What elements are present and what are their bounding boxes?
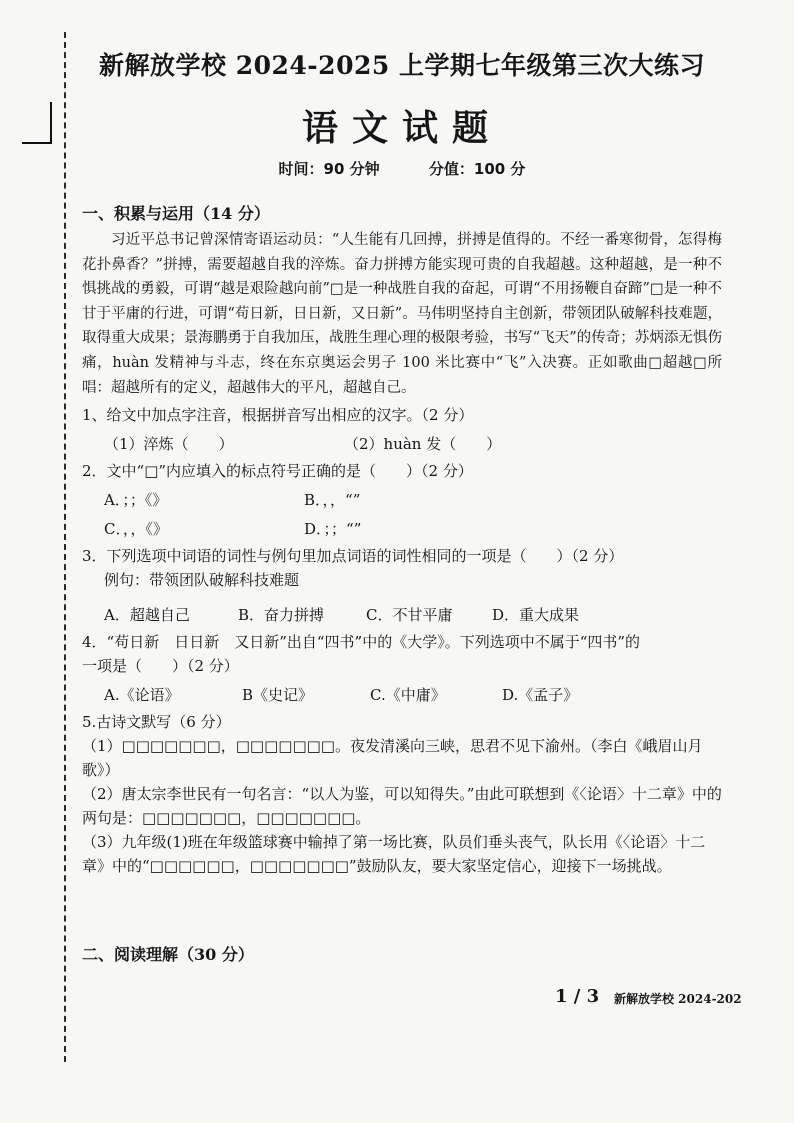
question-3-stem: 3．下列选项中词语的词性与例句里加点词语的词性相同的一项是（ ）（2 分）	[82, 547, 624, 566]
question-3	[82, 544, 722, 627]
question-1	[82, 403, 722, 456]
question-2-option-b: B．，，“”	[304, 491, 361, 510]
question-1-stem: 1、给文中加点字注音，根据拼音写出相应的汉字。（2 分）	[82, 406, 474, 425]
question-5-part-2: （2）唐太宗李世民有一句名言：“以人为鉴，可以知得失。”由此可联想到《〈论语〉十二章》中的两句是：□□□□□□□，□□□□□□□。	[82, 785, 722, 828]
binding-corner-mark-h	[22, 142, 52, 144]
question-2-option-a: A．；；《》	[104, 491, 168, 510]
reading-passage: 习近平总书记曾深情寄语运动员：“人生能有几回搏，拼搏是值得的。不经一番寒彻骨，怎得梅花扑鼻香？”拼搏，需要超越自我的淬炼。奋力拼搏方能实现可贵的自我超越。这种超越，是一种不惧挑战的勇毅，可谓“越是艰险越向前”□是一种战胜自我的奋起，可谓“不用扬鞭自奋蹄”□是一种不甘于平庸的行进，可谓“苟日新，日日新，又日新”。马伟明坚持自主创新，带领团队破解科技难题，取得重大成果；景海鹏勇于自我加压，战胜生理心理的极限考验，书写“飞天”的传奇；苏炳添无惧伤痛，huàn 发精神与斗志，终在东京奥运会男子 100 米比赛中“飞”入决赛。正如歌曲□超越□所唱：超越所有的定义，超越伟大的平凡，超越自己。	[82, 232, 722, 396]
question-4-stem-line1: 4．“苟日新 日日新 又日新”出自“四书”中的《大学》。下列选项中不属于“四书”的	[82, 633, 641, 652]
question-2-stem: 2．文中“□”内应填入的标点符号正确的是（ ）（2 分）	[82, 462, 473, 481]
question-3-options	[82, 603, 722, 627]
question-4	[82, 630, 722, 707]
question-4-option-d: D.《孟子》	[502, 686, 579, 705]
exam-score: 分值：100 分	[428, 160, 526, 178]
footer-school: 新解放学校 2024-202	[614, 992, 742, 1006]
question-4-option-a: A.《论语》	[104, 686, 180, 705]
question-1-part-a: （1）淬炼（ ）	[104, 435, 234, 454]
page-number: 1 / 3	[555, 986, 600, 1007]
section-1-heading: 一、积累与运用（14 分）	[82, 204, 270, 223]
question-4-option-c: C.《中庸》	[370, 686, 446, 705]
binding-line	[64, 32, 66, 1062]
subject-title: 语文试题	[301, 107, 502, 149]
question-1-part-b: （2）huàn 发（ ）	[344, 435, 502, 454]
question-3-option-d: D．重大成果	[492, 606, 580, 625]
question-4-option-b: B《史记》	[242, 686, 314, 705]
school-title: 新解放学校 2024-2025 上学期七年级第三次大练习	[99, 51, 705, 80]
question-3-option-c: C．不甘平庸	[366, 606, 453, 625]
question-2-option-d: D．；；“”	[304, 520, 362, 539]
question-3-option-a: A．超越自己	[104, 606, 190, 625]
question-1-blanks	[82, 432, 722, 456]
question-5-part-1: （1）□□□□□□□，□□□□□□□。夜发清溪向三峡，思君不见下渝州。（李白《峨眉山月歌》）	[82, 737, 703, 780]
exam-time: 时间：90 分钟	[278, 160, 380, 178]
question-4-stem-line2: 一项是（ ）（2 分）	[82, 657, 239, 676]
section-1	[82, 202, 722, 878]
question-2-options-row2	[82, 517, 722, 541]
question-3-option-b: B．奋力拼搏	[238, 606, 325, 625]
question-4-options	[82, 683, 722, 707]
binding-corner-mark	[50, 102, 52, 144]
question-5	[82, 710, 722, 878]
section-2-heading: 二、阅读理解（30 分）	[82, 945, 254, 964]
exam-info	[92, 158, 712, 179]
question-5-stem: 5.古诗文默写（6 分）	[82, 713, 231, 732]
question-2-option-c: C．，，《》	[104, 520, 168, 539]
question-2	[82, 459, 722, 541]
question-3-example: 例句：带领团队破解科技难题	[104, 571, 300, 590]
question-2-options-row1	[82, 488, 722, 512]
question-5-part-3: （3）九年级(1)班在年级篮球赛中输掉了第一场比赛，队员们垂头丧气，队长用《〈论语〉十二章》中的“□□□□□□，□□□□□□□”鼓励队友，要大家坚定信心，迎接下一场挑战。	[82, 833, 706, 876]
